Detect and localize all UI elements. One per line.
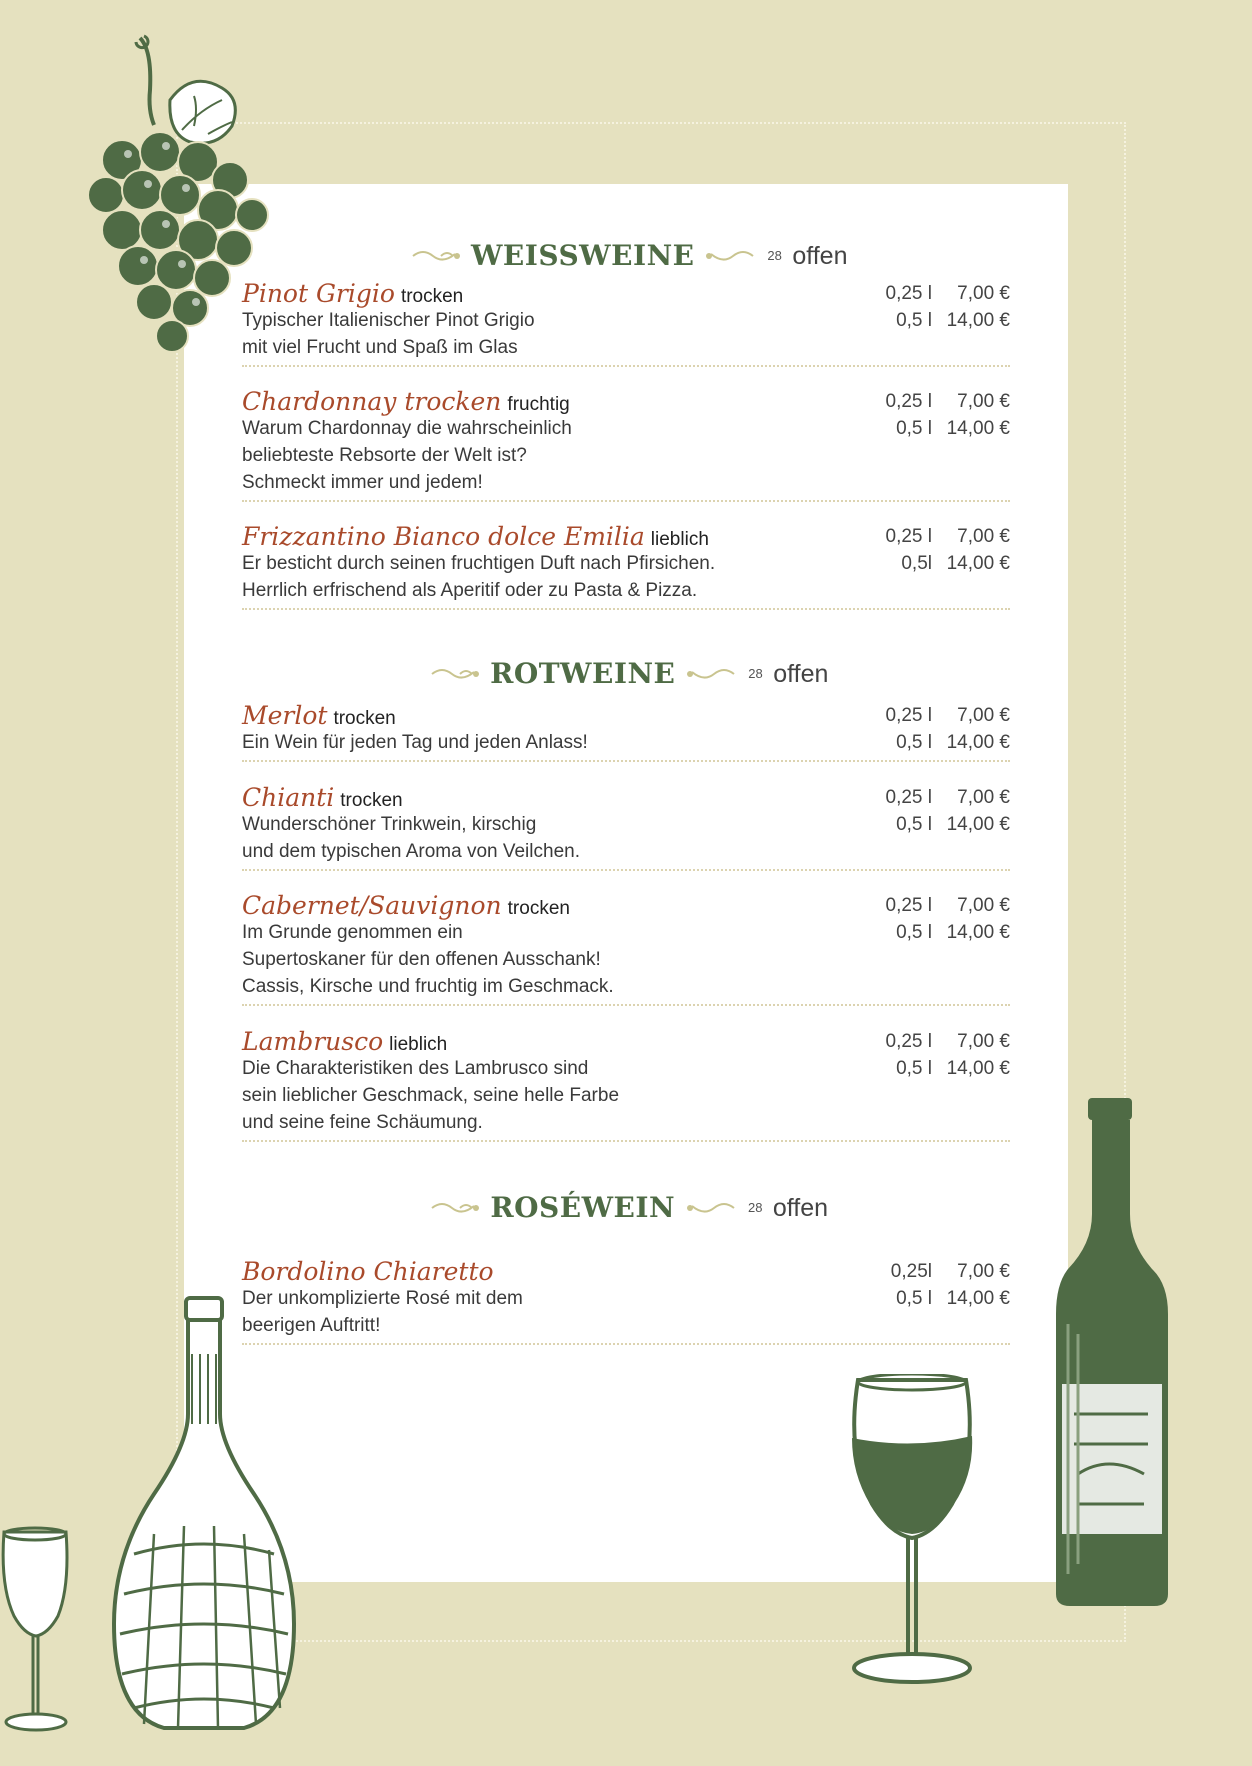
section-heading: WEISSWEINE (470, 239, 695, 272)
section-count: 28 (748, 666, 763, 681)
item-volume: 0,5 l (896, 418, 932, 439)
item-name: Frizzantino Bianco dolce Emilia (242, 522, 645, 551)
flourish-left-icon (430, 664, 480, 684)
item-price: 14,00 € (946, 418, 1010, 439)
item-desc: und dem typischen Aroma von Veilchen. (242, 841, 580, 862)
item-tag: lieblich (389, 1034, 448, 1055)
item-name: Pinot Grigio (242, 279, 395, 308)
item-volume: 0,25 l (885, 895, 932, 916)
item-volume: 0,25 l (885, 391, 932, 412)
section-title-rosewein (184, 1188, 1068, 1228)
item-desc: Warum Chardonnay die wahrscheinlich (242, 418, 572, 439)
item-volume: 0,25l (890, 1261, 932, 1282)
menu-item-pinot-grigio (242, 280, 1010, 367)
section-heading: ROSÉWEIN (490, 1191, 676, 1224)
section-count: 28 (747, 1200, 763, 1215)
item-price: 7,00 € (957, 787, 1010, 808)
item-price: 7,00 € (957, 895, 1010, 916)
divider (242, 869, 1010, 871)
item-tag: trocken (340, 790, 403, 811)
wine-bottle-icon (1048, 1094, 1178, 1614)
item-volume: 0,5 l (896, 922, 932, 943)
item-desc: Typischer Italienischer Pinot Grigio (242, 310, 535, 331)
item-desc: Wunderschöner Trinkwein, kirschig (242, 814, 537, 835)
item-volume: 0,25 l (885, 526, 932, 547)
item-desc: Schmeckt immer und jedem! (242, 472, 483, 493)
section-title-weissweine (184, 236, 1068, 276)
item-price: 7,00 € (957, 1031, 1010, 1052)
item-price: 7,00 € (957, 526, 1010, 547)
item-price: 7,00 € (957, 705, 1010, 726)
section-offen: offen (792, 242, 848, 270)
divider (242, 1140, 1010, 1142)
item-volume: 0,5 l (896, 1288, 932, 1309)
menu-item-frizzantino (242, 523, 1010, 610)
item-volume: 0,5 l (896, 814, 932, 835)
grapes-icon (82, 30, 272, 360)
divider (242, 1343, 1010, 1345)
flourish-right-icon (686, 1198, 736, 1218)
divider (242, 500, 1010, 502)
section-heading: ROTWEINE (490, 657, 676, 690)
menu-item-bordolino-chiaretto (242, 1258, 1010, 1345)
item-desc: Er besticht durch seinen fruchtigen Duft nach Pfirsichen. (242, 553, 716, 574)
menu-panel (184, 184, 1068, 1582)
item-name: Bordolino Chiaretto (242, 1257, 494, 1286)
item-desc: Supertoskaner für den offenen Ausschank! (242, 949, 601, 970)
item-tag: trocken (507, 898, 570, 919)
item-price: 14,00 € (946, 922, 1010, 943)
item-desc: Der unkomplizierte Rosé mit dem (242, 1288, 523, 1309)
item-volume: 0,25 l (885, 283, 932, 304)
item-volume: 0,25 l (885, 1031, 932, 1052)
section-offen: offen (772, 1194, 829, 1222)
item-price: 14,00 € (946, 310, 1010, 331)
flourish-left-icon (430, 1198, 480, 1218)
divider (242, 1004, 1010, 1006)
menu-item-cabernet-sauvignon (242, 892, 1010, 1006)
item-desc: Im Grunde genommen ein (242, 922, 463, 943)
menu-item-merlot (242, 702, 1010, 762)
divider (242, 365, 1010, 367)
item-name: Chianti (242, 783, 335, 812)
item-desc: Cassis, Kirsche und fruchtig im Geschmack. (242, 976, 614, 997)
item-price: 14,00 € (946, 814, 1010, 835)
item-volume: 0,5 l (896, 310, 932, 331)
item-desc: Ein Wein für jeden Tag und jeden Anlass! (242, 732, 588, 753)
item-name: Chardonnay trocken (242, 387, 502, 416)
section-count: 28 (767, 248, 782, 263)
section-offen: offen (773, 660, 829, 688)
item-price: 14,00 € (946, 732, 1010, 753)
item-tag: trocken (333, 708, 396, 729)
item-desc: Die Charakteristiken des Lambrusco sind (242, 1058, 589, 1079)
item-volume: 0,25 l (885, 787, 932, 808)
item-desc: und seine feine Schäumung. (242, 1112, 483, 1133)
item-name: Lambrusco (242, 1027, 384, 1056)
menu-item-chardonnay (242, 388, 1010, 502)
item-volume: 0,25 l (885, 705, 932, 726)
wine-glass-icon (842, 1374, 982, 1690)
item-volume: 0,5 l (896, 1058, 932, 1079)
item-desc: sein lieblicher Geschmack, seine helle Farbe (242, 1085, 620, 1106)
divider (242, 760, 1010, 762)
menu-item-lambrusco (242, 1028, 1010, 1142)
item-desc: beerigen Auftritt! (242, 1315, 381, 1336)
item-desc: mit viel Frucht und Spaß im Glas (242, 337, 518, 358)
item-price: 14,00 € (946, 1288, 1010, 1309)
item-volume: 0,5l (901, 553, 932, 574)
item-tag: fruchtig (507, 394, 570, 415)
item-price: 7,00 € (957, 391, 1010, 412)
section-title-rotweine (184, 654, 1068, 694)
item-name: Merlot (242, 701, 328, 730)
divider (242, 608, 1010, 610)
flourish-right-icon (705, 246, 755, 266)
item-tag: trocken (400, 286, 464, 307)
item-price: 7,00 € (957, 283, 1010, 304)
flourish-left-icon (411, 246, 461, 266)
item-tag: lieblich (650, 529, 709, 550)
flourish-right-icon (686, 664, 736, 684)
item-name: Cabernet/Sauvignon (242, 891, 502, 920)
item-price: 14,00 € (946, 1058, 1010, 1079)
item-volume: 0,5 l (896, 732, 932, 753)
item-desc: Herrlich erfrischend als Aperitif oder zu Pasta & Pizza. (242, 580, 698, 601)
chianti-flask-icon (104, 1294, 304, 1734)
small-glass-icon (0, 1526, 72, 1736)
menu-item-chianti (242, 784, 1010, 871)
item-price: 14,00 € (946, 553, 1010, 574)
item-desc: beliebteste Rebsorte der Welt ist? (242, 445, 527, 466)
item-price: 7,00 € (957, 1261, 1010, 1282)
